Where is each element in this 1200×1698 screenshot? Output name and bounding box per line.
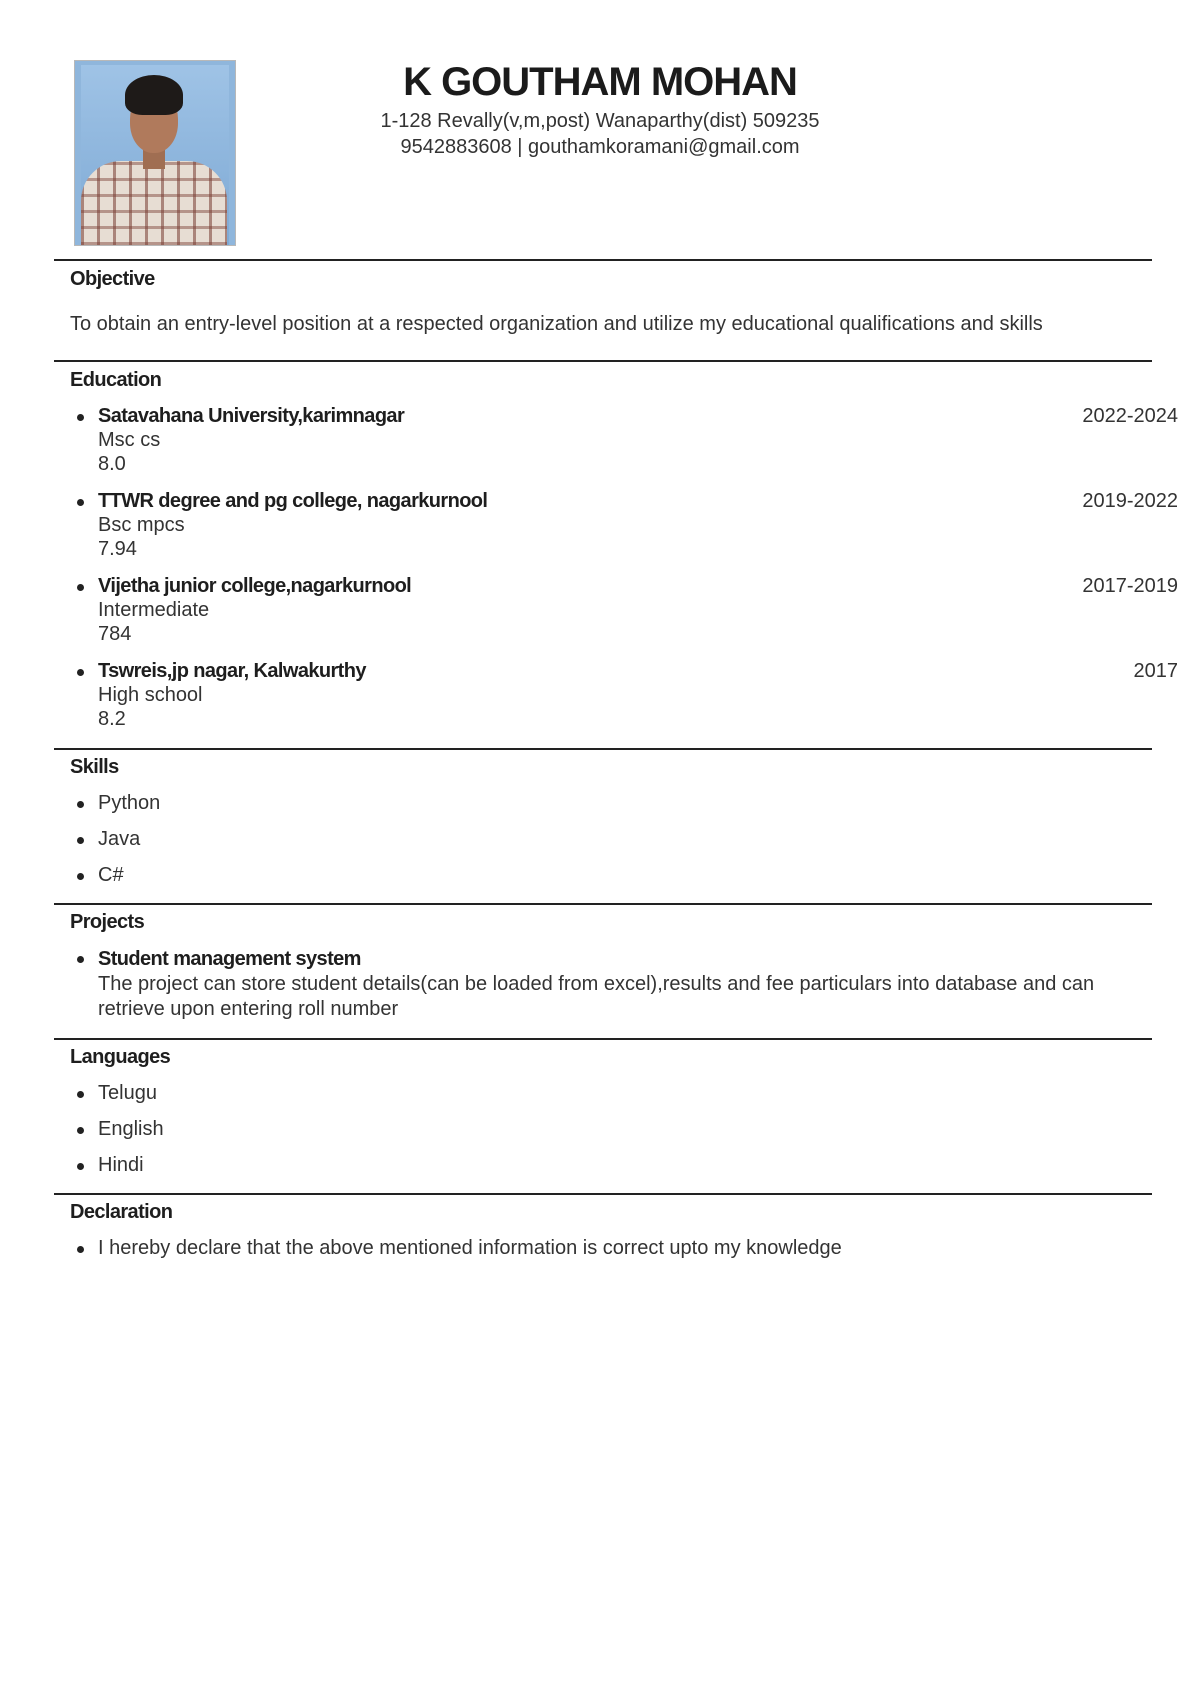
language-item: Hindi [70, 1153, 164, 1189]
education-entry [70, 489, 1178, 574]
education-entry [70, 574, 1178, 659]
education-degree: Intermediate [98, 599, 210, 621]
section-divider [54, 1193, 1152, 1195]
skill-item: Java [70, 827, 160, 863]
section-divider [54, 360, 1152, 362]
section-divider [54, 748, 1152, 750]
education-score: 7.94 [98, 538, 137, 560]
education-years: 2022-2024 [1082, 405, 1178, 427]
declaration-item: I hereby declare that the above mentioned information is correct upto my knowledge [70, 1236, 842, 1272]
education-degree: High school [98, 684, 203, 706]
education-entry [70, 659, 1178, 744]
skills-list [70, 791, 160, 899]
address: 1-128 Revally(v,m,post) Wanaparthy(dist) 509235 [380, 110, 820, 132]
section-divider [54, 259, 1152, 261]
skill-item: C# [70, 863, 160, 899]
education-score: 8.2 [98, 708, 126, 730]
education-degree: Msc cs [98, 429, 161, 451]
education-entry [70, 404, 1178, 489]
declaration-list [70, 1236, 842, 1272]
section-divider [54, 903, 1152, 905]
education-years: 2019-2022 [1082, 490, 1178, 512]
phone-and-email: 9542883608 | gouthamkoramani@gmail.com [400, 136, 800, 158]
languages-list [70, 1081, 164, 1189]
education-institution: TTWR degree and pg college, nagarkurnool [98, 490, 488, 512]
education-score: 8.0 [98, 453, 126, 475]
objective-text: To obtain an entry-level position at a respected organization and utilize my educational qualifications and skills [70, 313, 1043, 335]
language-item: English [70, 1117, 164, 1153]
education-institution: Tswreis,jp nagar, Kalwakurthy [98, 660, 366, 682]
education-institution: Vijetha junior college,nagarkurnool [98, 575, 412, 597]
education-degree: Bsc mpcs [98, 514, 185, 536]
project-description: The project can store student details(can be loaded from excel),results and fee particulars into database and can retrieve upon entering roll number [98, 973, 1095, 1020]
projects-list [70, 946, 1148, 1022]
project-title: Student management system [98, 948, 361, 970]
section-divider [54, 1038, 1152, 1040]
education-score: 784 [98, 623, 132, 645]
education-list [70, 404, 1178, 744]
skill-item: Python [70, 791, 160, 827]
projects-heading: Projects [70, 911, 145, 933]
education-heading: Education [70, 369, 162, 391]
skills-heading: Skills [70, 756, 119, 778]
project-entry [70, 946, 1148, 1022]
objective-heading: Objective [70, 268, 155, 290]
language-item: Telugu [70, 1081, 164, 1117]
languages-heading: Languages [70, 1046, 171, 1068]
education-institution: Satavahana University,karimnagar [98, 405, 405, 427]
education-years: 2017-2019 [1082, 575, 1178, 597]
candidate-name: K GOUTHAM MOHAN [403, 60, 797, 104]
declaration-heading: Declaration [70, 1201, 173, 1223]
education-years: 2017 [1133, 660, 1178, 682]
